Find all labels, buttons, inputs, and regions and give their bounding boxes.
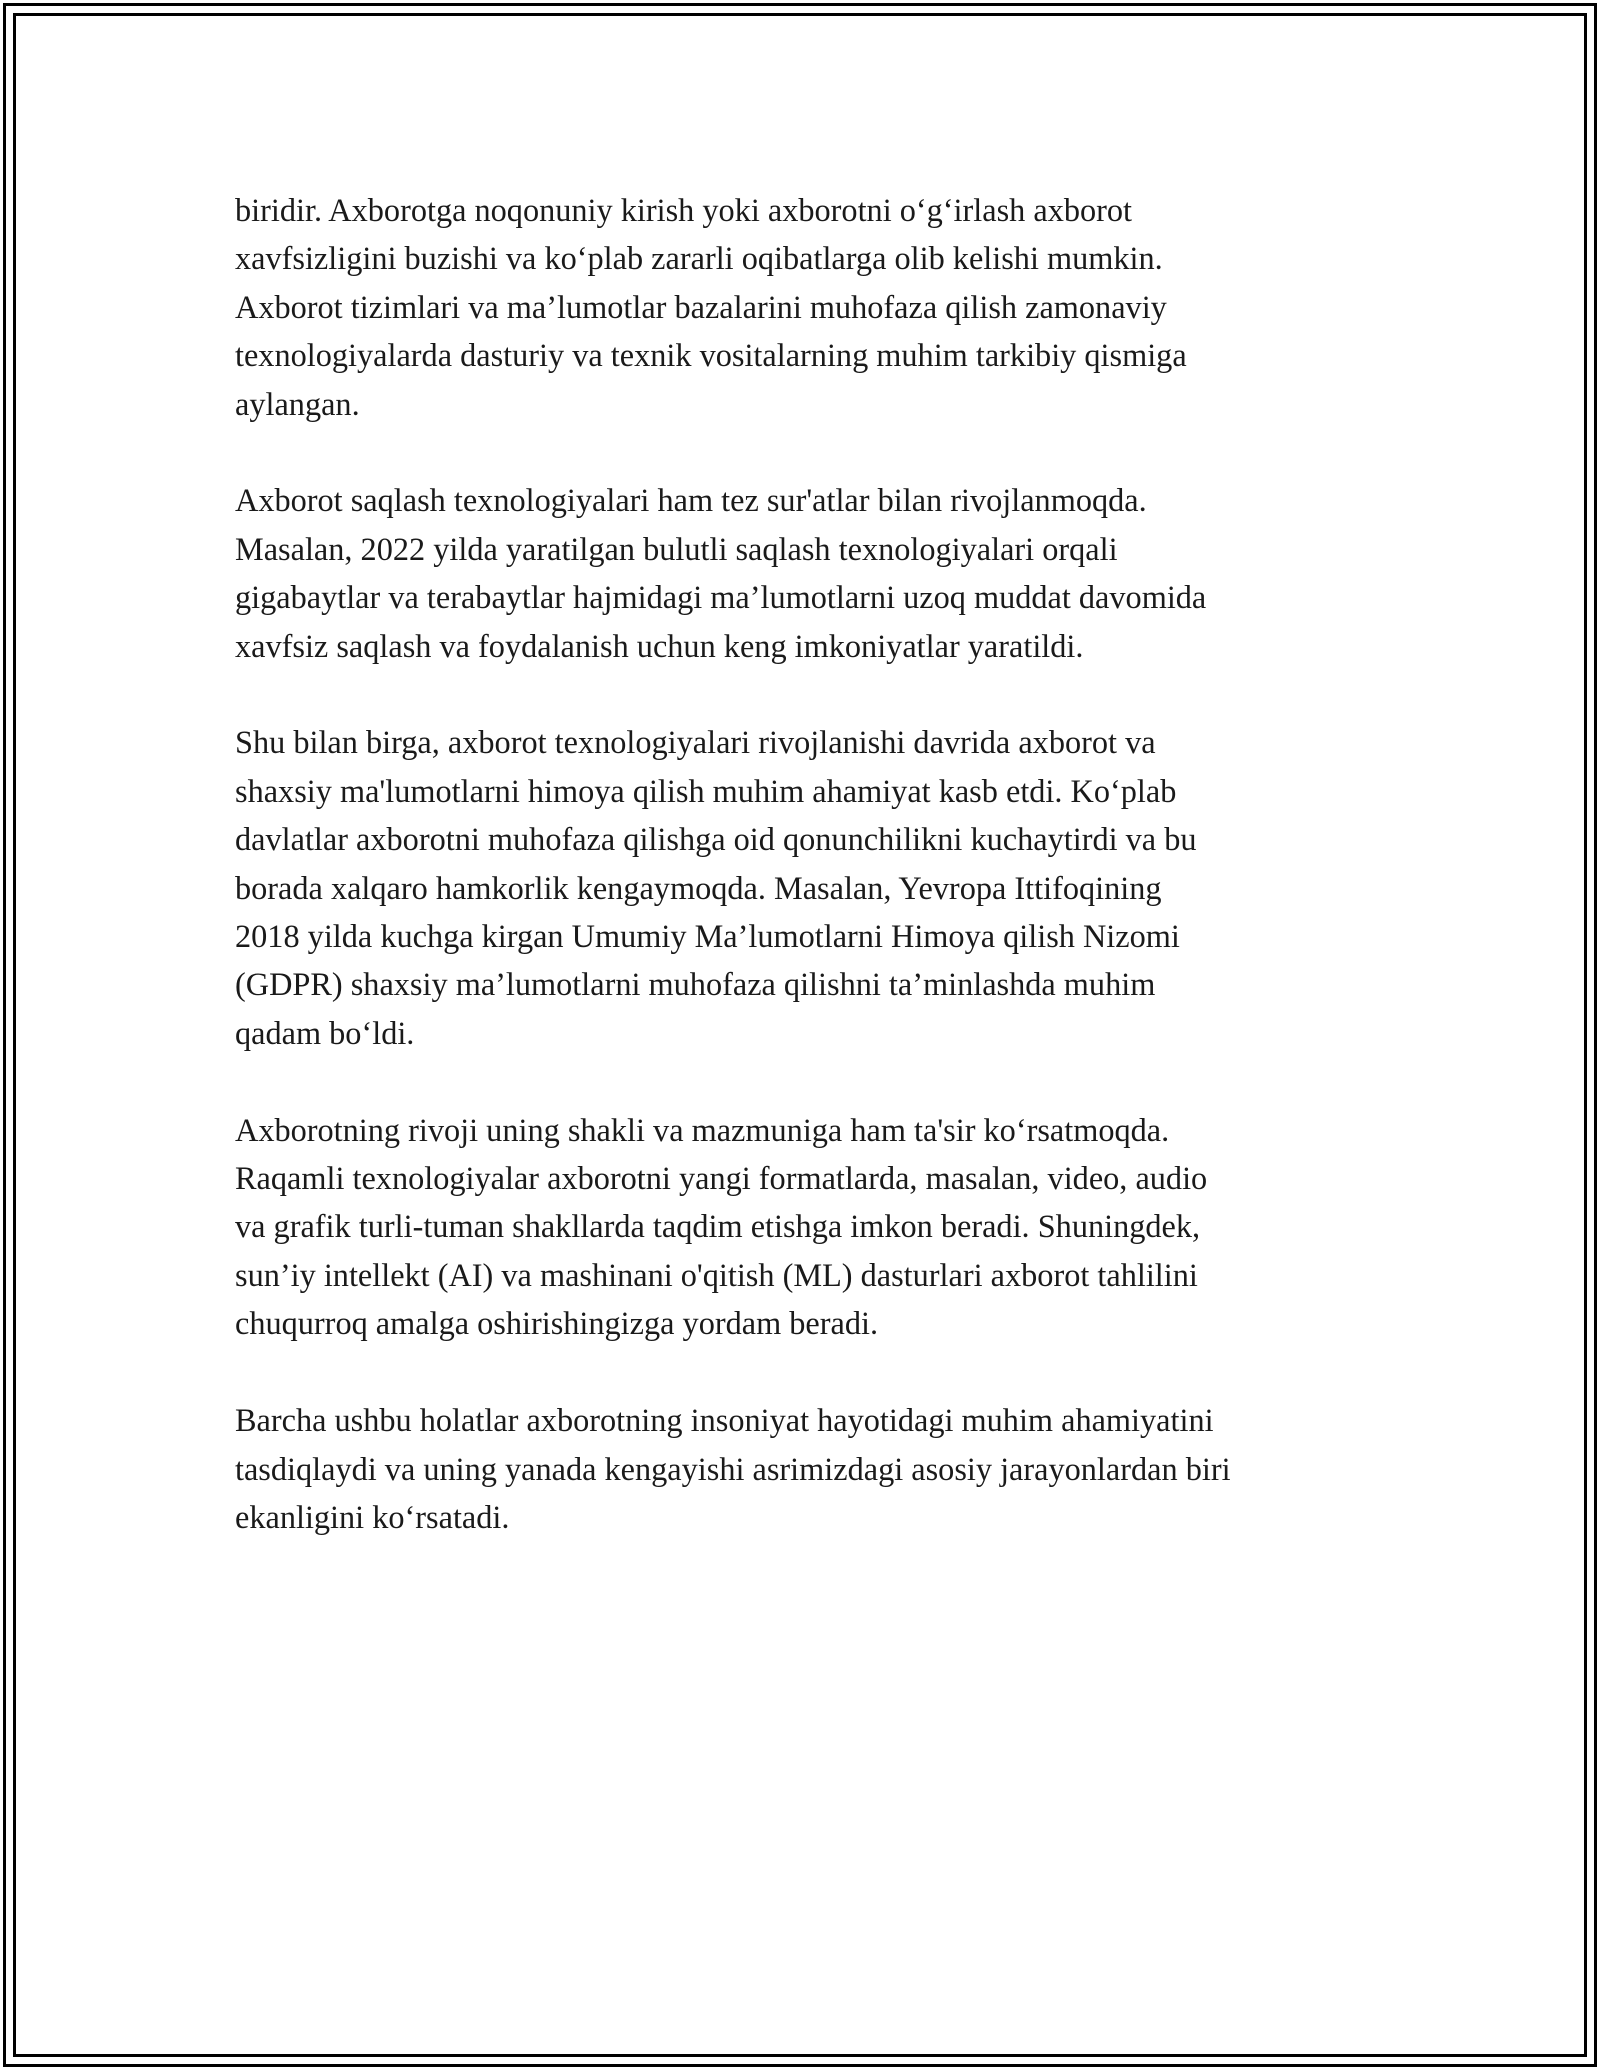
paragraph — [235, 1396, 1375, 1541]
text-line: ekanligini ko‘rsatadi. — [235, 1498, 510, 1535]
text-line: gigabaytlar va terabaytlar hajmidagi ma’lumotlarni uzoq muddat davomida — [235, 579, 1207, 616]
paragraph — [235, 1106, 1375, 1348]
text-line: borada xalqaro hamkorlik kengaymoqda. Masalan, Yevropa Ittifoqining — [235, 869, 1162, 906]
text-line: va grafik turli-tuman shakllarda taqdim etishga imkon beradi. Shuningdek, — [235, 1208, 1201, 1245]
text-line: Raqamli texnologiyalar axborotni yangi formatlarda, masalan, video, audio — [235, 1160, 1208, 1197]
text-line: davlatlar axborotni muhofaza qilishga oid qonunchilikni kuchaytirdi va bu — [235, 821, 1197, 858]
text-line: xavfsiz saqlash va foydalanish uchun keng imkoniyatlar yaratildi. — [235, 627, 1084, 664]
paragraph — [235, 718, 1375, 1057]
text-line: qadam bo‘ldi. — [235, 1014, 415, 1051]
text-line: 2018 yilda kuchga kirgan Umumiy Ma’lumotlarni Himoya qilish Nizomi — [235, 918, 1180, 955]
text-line: Barcha ushbu holatlar axborotning insoniyat hayotidagi muhim ahamiyatini — [235, 1402, 1214, 1439]
text-line: aylangan. — [235, 385, 360, 422]
text-line: Axborot tizimlari va ma’lumotlar bazalarini muhofaza qilish zamonaviy — [235, 288, 1167, 325]
text-line: Axborotning rivoji uning shakli va mazmuniga ham ta'sir ko‘rsatmoqda. — [235, 1111, 1170, 1148]
text-line: biridir. Axborotga noqonuniy kirish yoki axborotni o‘g‘irlash axborot — [235, 192, 1133, 228]
paragraph — [235, 476, 1375, 670]
text-line: Masalan, 2022 yilda yaratilgan bulutli saqlash texnologiyalari orqali — [235, 530, 1118, 567]
text-line: chuqurroq amalga oshirishingizga yordam beradi. — [235, 1305, 879, 1342]
text-line: shaxsiy ma'lumotlarni himoya qilish muhim ahamiyat kasb etdi. Ko‘plab — [235, 772, 1177, 809]
text-line: texnologiyalarda dasturiy va texnik vositalarning muhim tarkibiy qismiga — [235, 337, 1187, 374]
text-line: Shu bilan birga, axborot texnologiyalari rivojlanishi davrida axborot va — [235, 724, 1156, 761]
text-line: Axborot saqlash texnologiyalari ham tez sur'atlar bilan rivojlanmoqda. — [235, 482, 1147, 519]
document-body — [235, 186, 1375, 1541]
text-line: (GDPR) shaxsiy ma’lumotlarni muhofaza qilishni ta’minlashda muhim — [235, 966, 1156, 1003]
paragraph — [235, 186, 1375, 428]
text-line: sun’iy intellekt (AI) va mashinani o'qitish (ML) dasturlari axborot tahlilini — [235, 1256, 1198, 1293]
text-line: xavfsizligini buzishi va ko‘plab zararli oqibatlarga olib kelishi mumkin. — [235, 240, 1163, 277]
text-line: tasdiqlaydi va uning yanada kengayishi asrimizdagi asosiy jarayonlardan biri — [235, 1450, 1231, 1487]
